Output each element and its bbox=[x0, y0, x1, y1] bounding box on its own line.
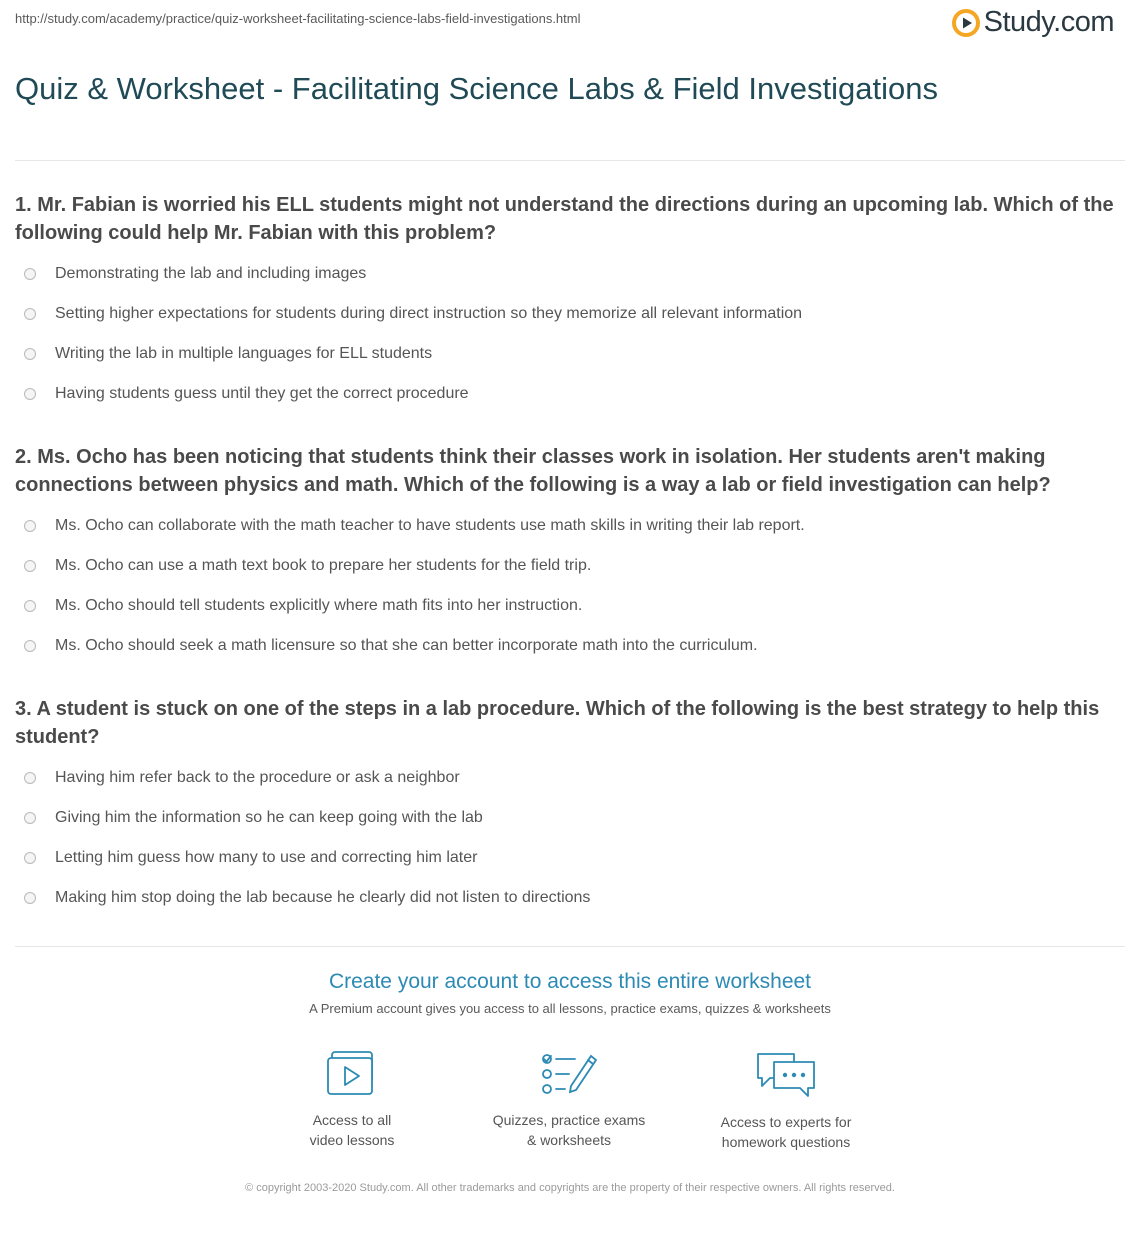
option-label: Making him stop doing the lab because he clearly did not listen to directions bbox=[55, 889, 591, 906]
radio-button[interactable] bbox=[24, 560, 36, 572]
answer-options bbox=[15, 506, 1125, 666]
feature-label-line: Quizzes, practice exams bbox=[492, 1112, 646, 1128]
answer-option[interactable] bbox=[15, 254, 1125, 294]
radio-button[interactable] bbox=[24, 600, 36, 612]
logo-text: Study.com bbox=[983, 6, 1114, 38]
radio-button[interactable] bbox=[24, 348, 36, 360]
radio-button[interactable] bbox=[24, 852, 36, 864]
play-logo-icon bbox=[952, 9, 980, 37]
option-label: Writing the lab in multiple languages for ELL students bbox=[55, 345, 433, 362]
answer-option[interactable] bbox=[15, 294, 1125, 334]
option-label: Ms. Ocho can collaborate with the math teacher to have students use math skills in writing their lab report. bbox=[55, 517, 805, 534]
answer-option[interactable] bbox=[15, 374, 1125, 414]
option-label: Having him refer back to the procedure or ask a neighbor bbox=[55, 769, 460, 786]
feature-label-line: & worksheets bbox=[526, 1132, 612, 1148]
option-label: Having students guess until they get the correct procedure bbox=[55, 385, 469, 402]
answer-options bbox=[15, 758, 1125, 918]
answer-option[interactable] bbox=[15, 546, 1125, 586]
question-1 bbox=[15, 191, 1125, 414]
radio-button[interactable] bbox=[24, 892, 36, 904]
option-label: Setting higher expectations for students during direct instruction so they memorize all relevant information bbox=[55, 305, 803, 322]
study-logo[interactable] bbox=[952, 6, 1114, 39]
question-text: 2. Ms. Ocho has been noticing that students think their classes work in isolation. Her students aren't making connections between physics and math. Which of the following is a way a lab or field investigation can help? bbox=[15, 446, 1051, 496]
create-account-link[interactable]: Create your account to access this entire worksheet bbox=[328, 970, 812, 993]
feature-quizzes bbox=[479, 1050, 659, 1150]
feature-label-line: Access to experts for bbox=[720, 1114, 852, 1130]
option-label: Ms. Ocho can use a math text book to prepare her students for the field trip. bbox=[55, 557, 592, 574]
radio-button[interactable] bbox=[24, 812, 36, 824]
answer-option[interactable] bbox=[15, 334, 1125, 374]
answer-option[interactable] bbox=[15, 506, 1125, 546]
video-lessons-icon bbox=[324, 1050, 380, 1098]
feature-experts bbox=[696, 1050, 876, 1152]
page-title: Quiz & Worksheet - Facilitating Science Labs & Field Investigations bbox=[15, 71, 938, 106]
radio-button[interactable] bbox=[24, 772, 36, 784]
radio-button[interactable] bbox=[24, 640, 36, 652]
title-divider bbox=[15, 160, 1125, 161]
radio-button[interactable] bbox=[24, 520, 36, 532]
chat-bubbles-icon bbox=[754, 1050, 818, 1100]
feature-label-line: homework questions bbox=[721, 1134, 851, 1150]
answer-option[interactable] bbox=[15, 626, 1125, 666]
answer-option[interactable] bbox=[15, 878, 1125, 918]
option-label: Letting him guess how many to use and correcting him later bbox=[55, 849, 478, 866]
feature-label-line: video lessons bbox=[309, 1132, 395, 1148]
answer-option[interactable] bbox=[15, 798, 1125, 838]
question-3 bbox=[15, 695, 1125, 918]
radio-button[interactable] bbox=[24, 388, 36, 400]
feature-video-lessons bbox=[262, 1050, 442, 1150]
quiz-checklist-icon bbox=[539, 1050, 599, 1098]
question-text: 1. Mr. Fabian is worried his ELL students might not understand the directions during an upcoming lab. Which of the following could help Mr. Fabian with this problem? bbox=[15, 194, 1114, 244]
cta-divider bbox=[15, 946, 1125, 947]
option-label: Ms. Ocho should seek a math licensure so that she can better incorporate math into the curriculum. bbox=[55, 637, 758, 654]
copyright-notice: © copyright 2003-2020 Study.com. All other trademarks and copyrights are the property of their respective owners. All rights reserved. bbox=[245, 1182, 895, 1194]
option-label: Ms. Ocho should tell students explicitly where math fits into her instruction. bbox=[55, 597, 583, 614]
radio-button[interactable] bbox=[24, 308, 36, 320]
answer-option[interactable] bbox=[15, 758, 1125, 798]
option-label: Demonstrating the lab and including images bbox=[55, 265, 367, 282]
answer-options bbox=[15, 254, 1125, 414]
premium-description: A Premium account gives you access to all lessons, practice exams, quizzes & worksheets bbox=[309, 1001, 831, 1016]
question-text: 3. A student is stuck on one of the steps in a lab procedure. Which of the following is the best strategy to help this student? bbox=[15, 698, 1100, 748]
page-url: http://study.com/academy/practice/quiz-worksheet-facilitating-science-labs-field-investigations.html bbox=[15, 11, 581, 26]
answer-option[interactable] bbox=[15, 586, 1125, 626]
option-label: Giving him the information so he can keep going with the lab bbox=[55, 809, 483, 826]
answer-option[interactable] bbox=[15, 838, 1125, 878]
feature-label-line: Access to all bbox=[312, 1112, 392, 1128]
radio-button[interactable] bbox=[24, 268, 36, 280]
question-2 bbox=[15, 443, 1125, 666]
